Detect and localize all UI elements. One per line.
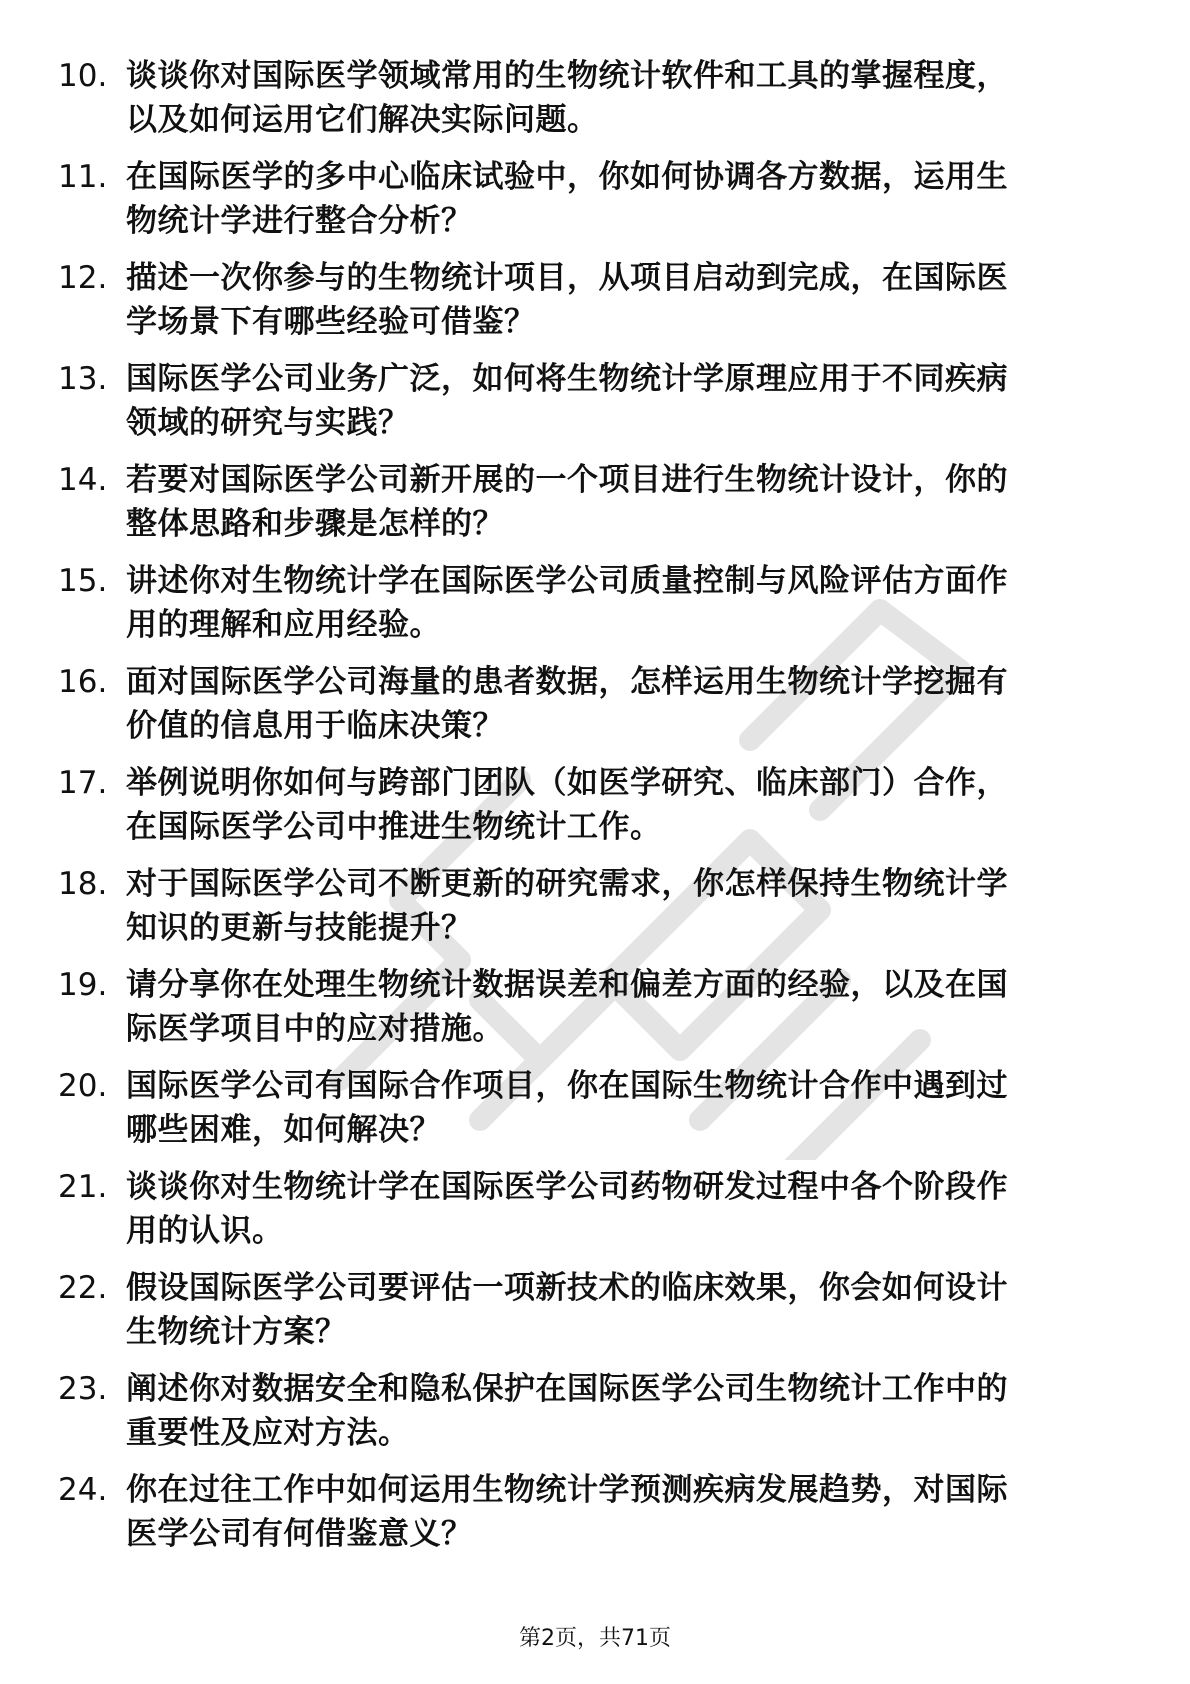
question-number: 13. [58,361,108,397]
question-text-line: 你在过往工作中如何运用生物统计学预测疾病发展趋势，对国际 [126,1472,1008,1508]
question-item [0,349,1190,450]
question-item [0,1056,1190,1157]
question-text-line: 阐述你对数据安全和隐私保护在国际医学公司生物统计工作中的 [126,1371,1008,1407]
question-item [0,46,1190,147]
question-text [126,54,1126,142]
question-item [0,854,1190,955]
question-text [126,1064,1126,1152]
question-text [126,357,1126,445]
question-text [126,1468,1126,1556]
question-number: 16. [58,664,108,700]
question-text [126,155,1126,243]
question-text [126,1266,1126,1354]
question-text [126,761,1126,849]
question-text-line: 请分享你在处理生物统计数据误差和偏差方面的经验，以及在国 [126,967,1008,1003]
question-number: 14. [58,462,108,498]
question-text-line: 以及如何运用它们解决实际问题。 [126,102,599,138]
question-text-line: 重要性及应对方法。 [126,1415,410,1451]
question-number: 18. [58,866,108,902]
question-number: 15. [58,563,108,599]
question-number: 17. [58,765,108,801]
question-text [126,256,1126,344]
question-text [126,1165,1126,1253]
question-number: 23. [58,1371,108,1407]
question-text-line: 描述一次你参与的生物统计项目，从项目启动到完成，在国际医 [126,260,1008,296]
question-item [0,1157,1190,1258]
question-text [126,963,1126,1051]
question-text-line: 物统计学进行整合分析？ [126,203,473,239]
question-text-line: 讲述你对生物统计学在国际医学公司质量控制与风险评估方面作 [126,563,1008,599]
question-item [0,652,1190,753]
question-text-line: 假设国际医学公司要评估一项新技术的临床效果，你会如何设计 [126,1270,1008,1306]
question-text-line: 知识的更新与技能提升？ [126,910,473,946]
question-text [126,862,1126,950]
question-text-line: 哪些困难，如何解决？ [126,1112,441,1148]
question-number: 20. [58,1068,108,1104]
question-number: 22. [58,1270,108,1306]
question-text-line: 在国际医学公司中推进生物统计工作。 [126,809,662,845]
question-text-line: 对于国际医学公司不断更新的研究需求，你怎样保持生物统计学 [126,866,1008,902]
question-number: 21. [58,1169,108,1205]
question-text-line: 国际医学公司有国际合作项目，你在国际生物统计合作中遇到过 [126,1068,1008,1104]
question-item [0,147,1190,248]
question-item [0,955,1190,1056]
question-text-line: 整体思路和步骤是怎样的？ [126,506,504,542]
question-text [126,1367,1126,1455]
question-text-line: 生物统计方案？ [126,1314,347,1350]
question-number: 11. [58,159,108,195]
question-text-line: 际医学项目中的应对措施。 [126,1011,504,1047]
question-text [126,458,1126,546]
question-text-line: 医学公司有何借鉴意义？ [126,1516,473,1552]
question-number: 12. [58,260,108,296]
question-number: 24. [58,1472,108,1508]
question-number: 10. [58,58,108,94]
question-item [0,1460,1190,1561]
page-footer: 第2页，共71页 [519,1626,671,1651]
question-item [0,753,1190,854]
question-text-line: 面对国际医学公司海量的患者数据，怎样运用生物统计学挖掘有 [126,664,1008,700]
question-text [126,660,1126,748]
question-item [0,450,1190,551]
question-text-line: 在国际医学的多中心临床试验中，你如何协调各方数据，运用生 [126,159,1008,195]
question-item [0,551,1190,652]
question-item [0,1258,1190,1359]
question-text-line: 谈谈你对国际医学领域常用的生物统计软件和工具的掌握程度， [126,58,1008,94]
question-text-line: 领域的研究与实践？ [126,405,410,441]
question-text-line: 用的认识。 [126,1213,284,1249]
question-text-line: 国际医学公司业务广泛，如何将生物统计学原理应用于不同疾病 [126,361,1008,397]
question-text-line: 若要对国际医学公司新开展的一个项目进行生物统计设计，你的 [126,462,1008,498]
question-text-line: 谈谈你对生物统计学在国际医学公司药物研发过程中各个阶段作 [126,1169,1008,1205]
question-text-line: 用的理解和应用经验。 [126,607,441,643]
question-item [0,248,1190,349]
question-list [0,46,1190,1561]
question-text-line: 价值的信息用于临床决策？ [126,708,504,744]
question-number: 19. [58,967,108,1003]
question-text [126,559,1126,647]
question-text-line: 举例说明你如何与跨部门团队（如医学研究、临床部门）合作， [126,765,1008,801]
question-text-line: 学场景下有哪些经验可借鉴？ [126,304,536,340]
question-item [0,1359,1190,1460]
